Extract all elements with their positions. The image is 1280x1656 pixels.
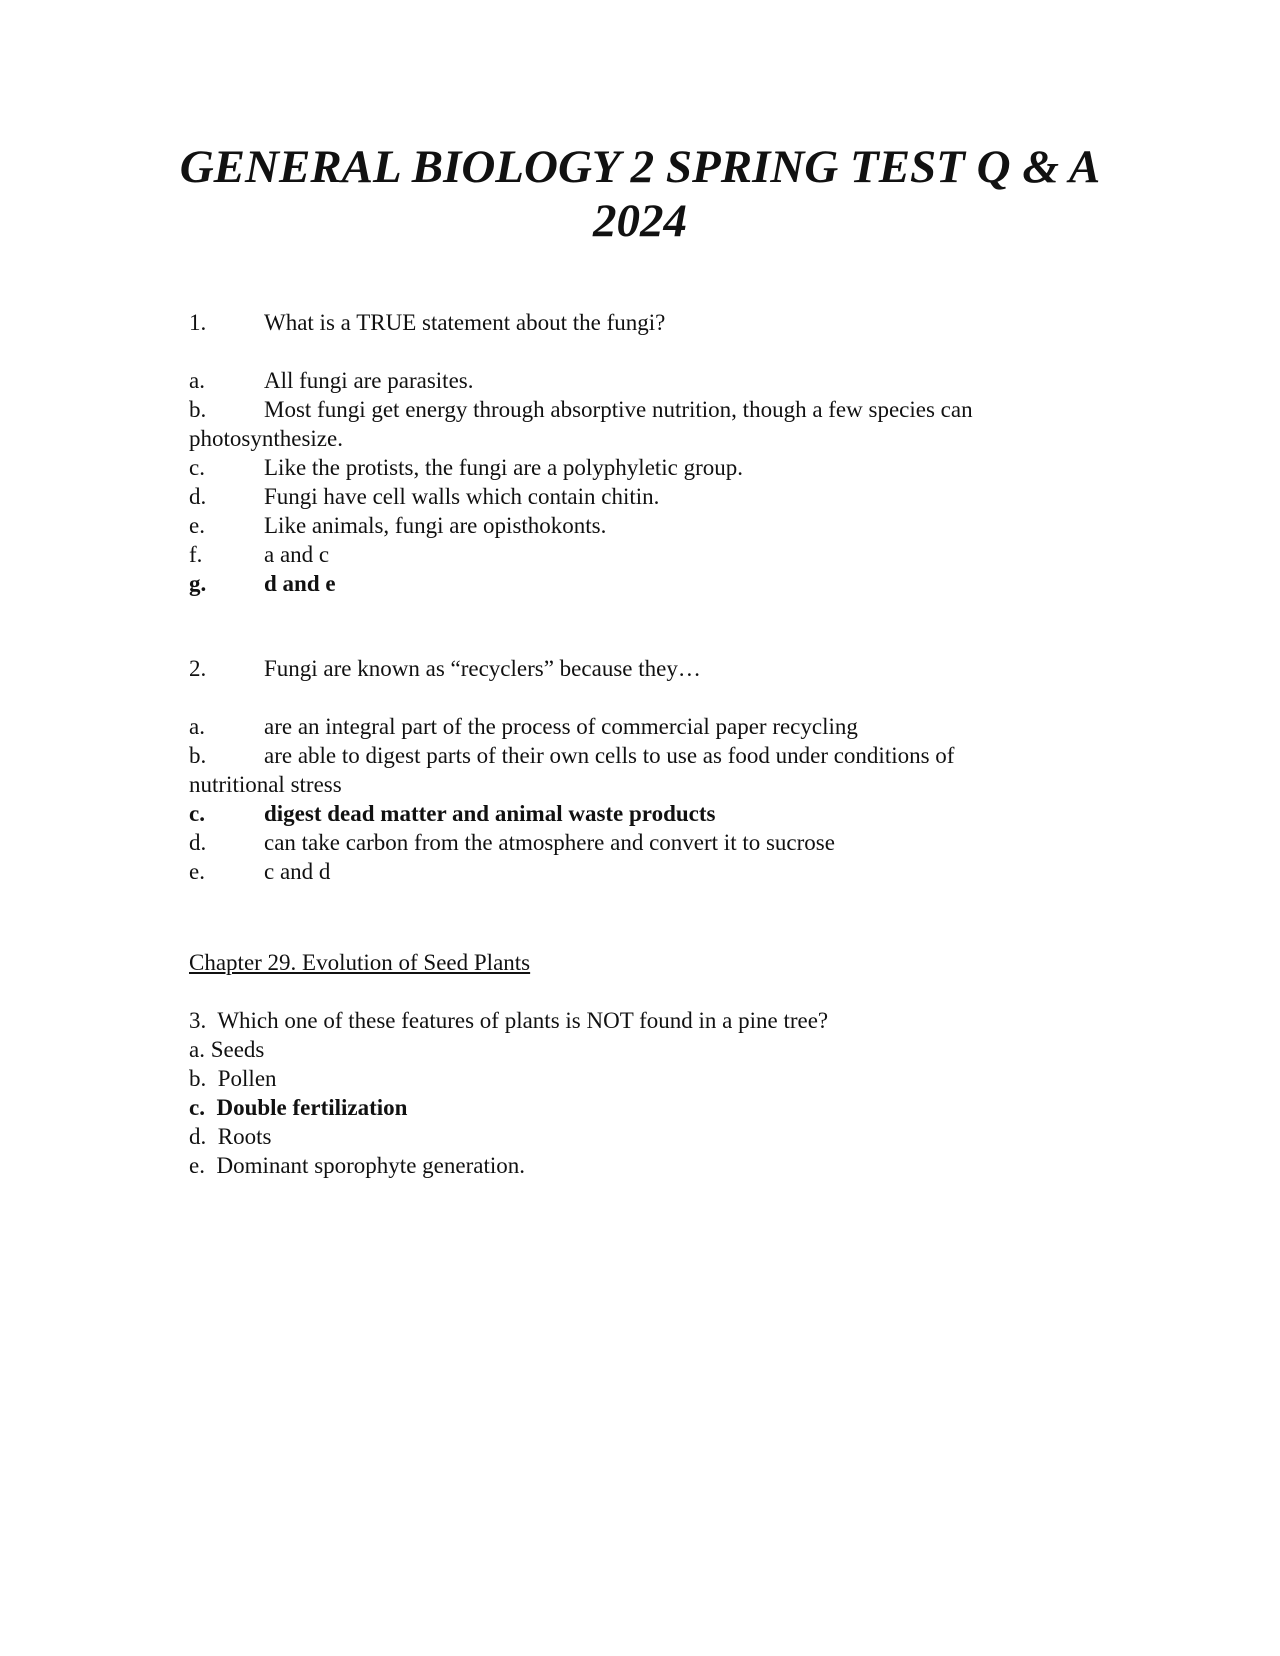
question-number: 1. [189, 310, 207, 335]
option-item [189, 482, 1089, 511]
option-text: Like the protists, the fungi are a polyphyletic group. [264, 455, 744, 480]
option-text: can take carbon from the atmosphere and convert it to sucrose [264, 830, 835, 855]
option-letter: a. [189, 714, 205, 739]
option-letter: a. [189, 368, 205, 393]
option-item [189, 366, 1089, 395]
option-letter: c. [189, 455, 205, 480]
question-stem: 3. Which one of these features of plants is NOT found in a pine tree? [189, 1008, 829, 1033]
option-letter: b. [189, 743, 207, 768]
option-letter: d. [189, 484, 207, 509]
option-text: are an integral part of the process of commercial paper recycling [264, 714, 858, 739]
option-item-answer: c. Double fertilization [189, 1095, 408, 1120]
option-item [189, 511, 1089, 540]
document-title [120, 140, 1160, 248]
option-item [189, 453, 1089, 482]
question-text: What is a TRUE statement about the fungi? [264, 310, 666, 335]
option-letter: g. [189, 571, 207, 596]
question-2-options [189, 712, 1089, 886]
option-text: digest dead matter and animal waste products [264, 801, 716, 826]
question-stem [189, 308, 1089, 337]
question-2 [189, 654, 1089, 683]
option-item [189, 395, 1089, 424]
option-letter: e. [189, 859, 205, 884]
question-number: 2. [189, 656, 207, 681]
option-text: Like animals, fungi are opisthokonts. [264, 513, 607, 538]
option-item [189, 540, 1089, 569]
option-item: e. Dominant sporophyte generation. [189, 1153, 525, 1178]
option-item: b. Pollen [189, 1066, 277, 1091]
option-text: d and e [264, 571, 336, 596]
option-continuation: photosynthesize. [189, 426, 343, 451]
option-continuation: nutritional stress [189, 772, 342, 797]
option-item [189, 828, 1089, 857]
option-item: d. Roots [189, 1124, 272, 1149]
option-item [189, 857, 1089, 886]
question-text: Fungi are known as “recyclers” because they… [264, 656, 701, 681]
option-item [189, 712, 1089, 741]
option-text: a and c [264, 542, 330, 567]
question-stem [189, 654, 1089, 683]
question-1-options [189, 366, 1089, 598]
question-1 [189, 308, 1089, 337]
title-line-2: 2024 [593, 195, 687, 247]
option-text: c and d [264, 859, 331, 884]
chapter-heading: Chapter 29. Evolution of Seed Plants [189, 950, 531, 975]
option-item-answer [189, 569, 1089, 598]
option-text: Most fungi get energy through absorptive nutrition, though a few species can [264, 397, 973, 422]
option-letter: e. [189, 513, 205, 538]
title-line-1: GENERAL BIOLOGY 2 SPRING TEST Q & A [179, 141, 1101, 193]
option-letter: d. [189, 830, 207, 855]
option-item [189, 741, 1089, 770]
option-letter: c. [189, 801, 205, 826]
question-3 [189, 1006, 828, 1180]
option-item-answer [189, 799, 1089, 828]
option-letter: b. [189, 397, 207, 422]
option-text: Fungi have cell walls which contain chitin. [264, 484, 660, 509]
option-letter: f. [189, 542, 203, 567]
option-text: are able to digest parts of their own cells to use as food under conditions of [264, 743, 955, 768]
option-item: a. Seeds [189, 1037, 265, 1062]
option-text: All fungi are parasites. [264, 368, 474, 393]
